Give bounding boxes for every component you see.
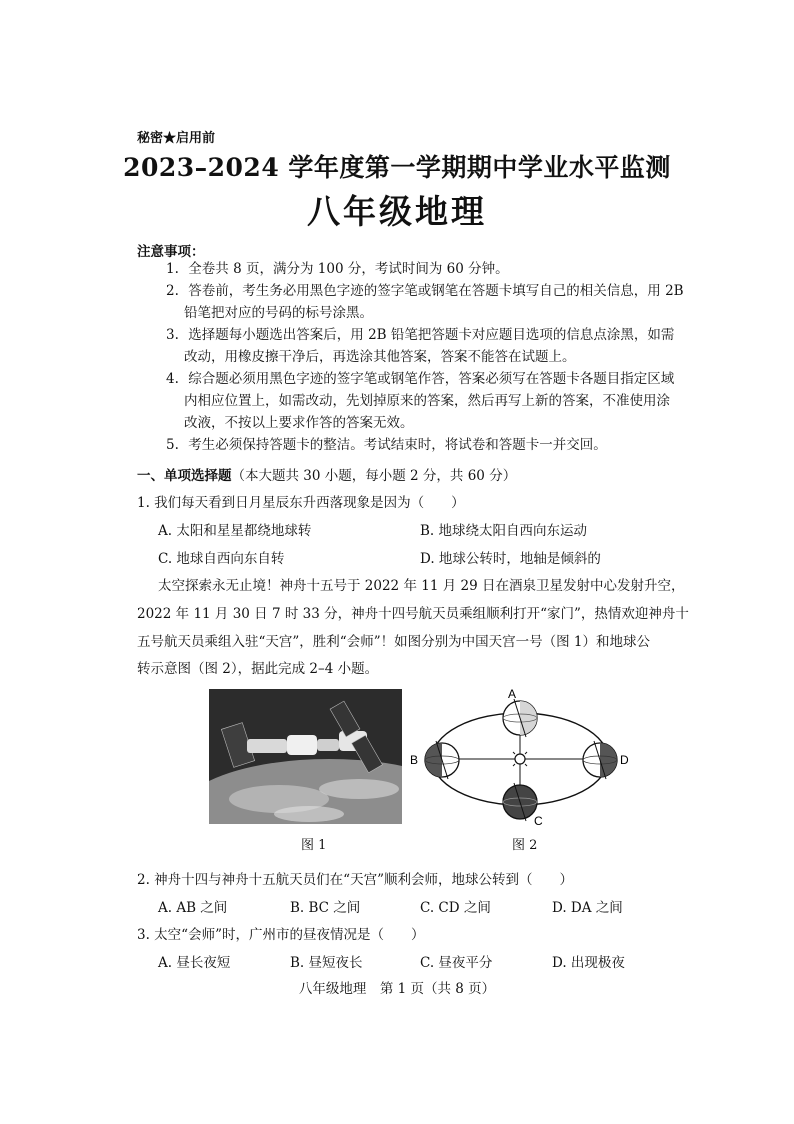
passage-line: 太空探索永无止境！神舟十五号于 2022 年 11 月 29 日在酒泉卫星发射中心发射升空， — [158, 578, 685, 594]
q3-option-d: D. 出现极夜 — [552, 955, 625, 971]
earth-position-b — [425, 741, 459, 779]
section-heading — [137, 464, 516, 484]
notice-item-text: 综合题必须用黑色字迹的签字笔或钢笔作答，答案必须写在答题卡各题目指定区域 — [188, 371, 675, 387]
section-title: 一、单项选择题 — [137, 468, 232, 484]
notice-item-text: 考生必须保持答题卡的整洁。考试结束时，将试卷和答题卡一并交回。 — [188, 437, 607, 453]
q2-option-d: D. DA 之间 — [552, 900, 623, 916]
notice-item-number: 4. — [166, 371, 179, 387]
q2-option-b: B. BC 之间 — [290, 900, 361, 916]
notice-item-number: 2. — [166, 283, 179, 299]
q1-option-c: C. 地球自西向东自转 — [158, 551, 285, 567]
label-d: D — [620, 753, 629, 767]
notice-item-4 — [166, 368, 674, 390]
q1-option-d: D. 地球公转时，地轴是倾斜的 — [420, 551, 601, 567]
passage-line: 转示意图（图 2），据此完成 2–4 小题。 — [137, 661, 379, 677]
question-3-stem: 3. 太空“会师”时，广州市的昼夜情况是（ ） — [137, 927, 425, 943]
q3-option-c: C. 昼夜平分 — [420, 955, 493, 971]
space-station-photo — [209, 689, 402, 824]
q2-option-a: A. AB 之间 — [158, 900, 228, 916]
q2-option-c: C. CD 之间 — [420, 900, 491, 916]
label-c: C — [534, 814, 543, 828]
earth-revolution-diagram — [404, 684, 638, 828]
notice-item-text: 答卷前，考生务必用黑色字迹的签字笔或钢笔在答题卡填写自己的相关信息，用 2B — [188, 283, 684, 299]
figure-1-caption: 图 1 — [301, 838, 327, 853]
figure-2-caption: 图 2 — [512, 838, 538, 853]
notice-item-number: 5. — [166, 437, 179, 453]
exam-title: 2023–2024 学年度第一学期期中学业水平监测 — [123, 153, 671, 182]
q1-option-a: A. 太阳和星星都绕地球转 — [158, 523, 312, 539]
section-note: （本大题共 30 小题，每小题 2 分，共 60 分） — [231, 468, 517, 484]
notice-item-number: 1. — [166, 261, 179, 277]
notice-item-3-cont: 改动，用橡皮擦干净后，再选涂其他答案，答案不能答在试题上。 — [184, 349, 576, 365]
q3-option-b: B. 昼短夜长 — [290, 955, 363, 971]
notice-item-2 — [166, 280, 684, 302]
question-2-stem: 2. 神舟十四与神舟十五航天员们在“天宫”顺利会师，地球公转到（ ） — [137, 872, 573, 888]
question-1-stem: 1. 我们每天看到日月星辰东升西落现象是因为（ ） — [137, 495, 465, 511]
page-footer: 八年级地理 第 1 页（共 8 页） — [298, 981, 496, 997]
label-b: B — [410, 753, 419, 767]
notice-item-number: 3. — [166, 327, 179, 343]
confidential-mark: 秘密★启用前 — [137, 131, 216, 146]
notice-item-text: 全卷共 8 页，满分为 100 分，考试时间为 60 分钟。 — [188, 261, 509, 277]
notice-item-text: 选择题每小题选出答案后，用 2B 铅笔把答题卡对应题目选项的信息点涂黑，如需 — [188, 327, 675, 343]
earth-position-d — [583, 741, 617, 779]
q3-option-a: A. 昼长夜短 — [158, 955, 231, 971]
space-station-illustration — [209, 689, 402, 824]
notice-item-4-cont: 内相应位置上，如需改动，先划掉原来的答案，然后再写上新的答案，不准使用涂 — [184, 393, 670, 409]
earth-position-a — [503, 699, 537, 737]
passage-line: 2022 年 11 月 30 日 7 时 33 分，神舟十四号航天员乘组顺利打开“家门”，热情欢迎神舟十 — [137, 606, 689, 622]
notice-item-3 — [166, 324, 674, 346]
q1-option-b: B. 地球绕太阳自西向东运动 — [420, 523, 588, 539]
notice-item-2-cont: 铅笔把对应的号码的标号涂黑。 — [184, 305, 373, 321]
passage-line: 五号航天员乘组入驻“天宫”，胜利“会师”！如图分别为中国天宫一号（图 1）和地球公 — [137, 634, 650, 650]
notice-heading: 注意事项： — [137, 244, 205, 260]
earth-position-c — [503, 783, 537, 821]
notice-item-4-cont: 改液，不按以上要求作答的答案无效。 — [184, 415, 414, 431]
sun-icon — [510, 749, 530, 769]
subject-title: 八年级地理 — [307, 192, 487, 231]
notice-item-5 — [166, 434, 607, 456]
label-a: A — [508, 687, 517, 701]
notice-item-1 — [166, 258, 509, 280]
